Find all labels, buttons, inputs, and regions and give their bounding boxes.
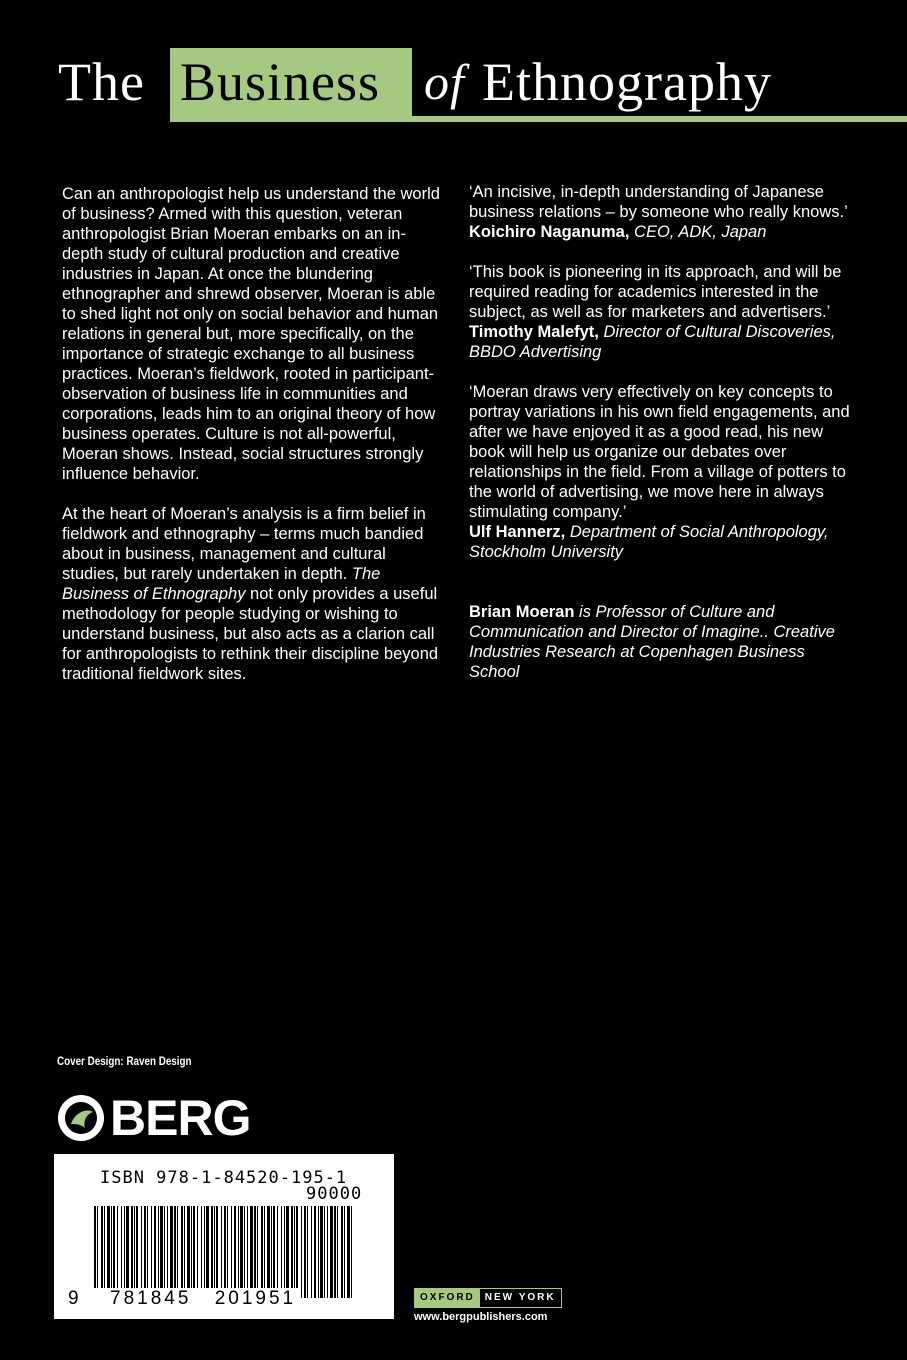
barcode-bar xyxy=(337,1206,338,1298)
publisher-url[interactable]: www.bergpublishers.com xyxy=(414,1311,548,1323)
title-underline xyxy=(412,116,907,122)
barcode-bar xyxy=(247,1206,248,1298)
barcode-bar xyxy=(281,1206,282,1298)
barcode-bar xyxy=(160,1206,163,1298)
barcode-bar xyxy=(327,1206,328,1298)
barcode-bar xyxy=(294,1206,295,1298)
barcode-bar xyxy=(216,1206,218,1298)
description-book-title: The Business of Ethnography xyxy=(62,565,381,603)
title-word-of: of xyxy=(424,54,465,110)
endorser-affiliation: Department of Social Anthropology, Stockholm University xyxy=(469,523,829,561)
barcode-bar xyxy=(170,1206,173,1298)
barcode-bar xyxy=(311,1206,312,1298)
endorser-name: Ulf Hannerz, xyxy=(469,523,566,541)
barcode-bar xyxy=(214,1206,215,1298)
barcode-bar xyxy=(94,1206,96,1298)
barcode-bar xyxy=(273,1206,275,1298)
endorser-name: Koichiro Naganuma, xyxy=(469,223,630,241)
barcode-bar xyxy=(307,1206,308,1298)
barcode-bar xyxy=(206,1206,209,1298)
barcode-bar xyxy=(304,1206,306,1298)
barcode-bar xyxy=(250,1206,253,1298)
barcode-bar xyxy=(177,1206,178,1298)
barcode-bar xyxy=(347,1206,350,1298)
barcode-bar xyxy=(254,1206,256,1298)
barcode-bar xyxy=(111,1206,112,1298)
barcode-bar xyxy=(221,1206,222,1298)
barcode-bar xyxy=(184,1206,185,1298)
barcode-bar xyxy=(320,1206,323,1298)
publisher-locations xyxy=(414,1288,562,1308)
barcode-bar xyxy=(211,1206,213,1298)
barcode-bar xyxy=(197,1206,198,1298)
barcode-bar xyxy=(291,1206,293,1298)
barcode-bar xyxy=(104,1206,105,1298)
barcode-bar xyxy=(121,1206,122,1298)
barcode-bar xyxy=(126,1206,129,1298)
barcode-bar xyxy=(240,1206,243,1298)
cover-design-credit: Cover Design: Raven Design xyxy=(57,1054,192,1068)
barcode-bar xyxy=(136,1206,138,1298)
barcode-bar xyxy=(277,1206,278,1298)
barcode-bar xyxy=(231,1206,232,1298)
barcode-bar xyxy=(286,1206,289,1298)
ean-digits xyxy=(68,1288,298,1310)
barcode-bar xyxy=(296,1206,298,1298)
location-new-york: NEW YORK xyxy=(480,1289,561,1307)
barcode-bar xyxy=(144,1206,146,1298)
endorser-affiliation: Director of Cultural Discoveries, BBDO Advertising xyxy=(469,323,836,361)
barcode-bar xyxy=(174,1206,176,1298)
barcode-bar xyxy=(224,1206,226,1298)
berg-logo-icon xyxy=(57,1094,105,1142)
title-word-the: The xyxy=(58,52,145,112)
isbn-number: ISBN 978-1-84520-195-1 xyxy=(100,1168,348,1188)
location-oxford: OXFORD xyxy=(415,1289,480,1307)
barcode-bar xyxy=(124,1206,125,1298)
publisher-logo-text: BERG xyxy=(110,1090,251,1146)
ean-group-1: 781845 xyxy=(110,1288,192,1309)
endorser-name: Timothy Malefyt, xyxy=(469,323,599,341)
author-name: Brian Moeran xyxy=(469,603,575,621)
barcode-bar xyxy=(271,1206,272,1298)
barcode-bar xyxy=(301,1206,302,1298)
barcode-bar xyxy=(193,1206,195,1298)
barcode-bar xyxy=(107,1206,110,1298)
barcode-bars xyxy=(94,1206,356,1298)
barcode-bar xyxy=(314,1206,316,1298)
description-p2-part-a: At the heart of Moeran’s analysis is a firm belief in fieldwork and ethnography – terms much bandied about in business, management and cultural studies, but rarely undertaken in depth. xyxy=(62,505,426,583)
isbn-barcode xyxy=(54,1154,394,1319)
barcode-bar xyxy=(134,1206,135,1298)
barcode-bar xyxy=(164,1206,165,1298)
barcode-bar xyxy=(201,1206,202,1298)
barcode-bar xyxy=(238,1206,239,1298)
barcode-bar xyxy=(330,1206,333,1298)
barcode-bar xyxy=(204,1206,205,1298)
barcode-bar xyxy=(344,1206,345,1298)
author-bio xyxy=(469,602,859,682)
barcode-bar xyxy=(187,1206,190,1298)
endorsement-text: ‘This book is pioneering in its approach, and will be required reading for academics interested in the subject, as well as for marketers and advertisers.’ xyxy=(469,263,842,321)
barcode-bar xyxy=(167,1206,168,1298)
price-code: 90000 xyxy=(306,1184,363,1204)
barcode-bar xyxy=(227,1206,228,1298)
description-column xyxy=(62,184,444,704)
barcode-bar xyxy=(97,1206,98,1298)
endorsement-1 xyxy=(469,182,859,242)
barcode-bar xyxy=(284,1206,285,1298)
book-title xyxy=(0,40,907,130)
endorsement-3 xyxy=(469,382,859,562)
barcode-bar xyxy=(257,1206,258,1298)
endorser-affiliation: CEO, ADK, Japan xyxy=(634,223,767,241)
barcode-bar xyxy=(158,1206,159,1298)
barcode-bar xyxy=(113,1206,115,1298)
barcode-bar xyxy=(101,1206,103,1298)
endorsement-text: ‘An incisive, in-depth understanding of Japanese business relations – by someone who really knows.’ xyxy=(469,183,848,221)
description-paragraph-2 xyxy=(62,504,444,684)
barcode-bar xyxy=(151,1206,152,1298)
barcode-bar xyxy=(351,1206,352,1298)
ean-first-digit: 9 xyxy=(68,1288,79,1309)
barcode-bar xyxy=(334,1206,336,1298)
barcode-bar xyxy=(131,1206,133,1298)
barcode-bar xyxy=(234,1206,236,1298)
barcode-bar xyxy=(244,1206,245,1298)
title-word-ethnography: Ethnography xyxy=(482,52,772,112)
ean-group-2: 201951 xyxy=(214,1288,297,1309)
barcode-bar xyxy=(117,1206,118,1298)
title-word-business: Business xyxy=(180,52,381,112)
barcode-bar xyxy=(264,1206,265,1298)
endorsement-2 xyxy=(469,262,859,362)
barcode-bar xyxy=(191,1206,192,1298)
endorsements-column xyxy=(469,182,859,702)
barcode-bar xyxy=(141,1206,142,1298)
barcode-bar xyxy=(318,1206,319,1298)
barcode-bar xyxy=(147,1206,148,1298)
barcode-bar xyxy=(261,1206,263,1298)
description-paragraph-1: Can an anthropologist help us understand the world of business? Armed with this question, veteran anthropologist Brian Moeran embarks on an in-depth study of cultural production and creative industries in Japan. At once the blundering ethnographer and shrewd observer, Moeran is able to shed light not only on social behavior and human relations in general but, more specifically, on the importance of strategic exchange to all business practices. Moeran’s fieldwork, rooted in participant-observation of business life in communities and corporations, leads him to an original theory of how business operates. Culture is not all-powerful, Moeran shows. Instead, social structures strongly influence behavior. xyxy=(62,185,440,483)
barcode-bar xyxy=(267,1206,270,1298)
barcode-bar xyxy=(181,1206,183,1298)
endorsement-text: ‘Moeran draws very effectively on key concepts to portray variations in his own field engagements, and after we have enjoyed it as a good read, his new book will help us organize our debates over relationships in the field. From a village of potters to the world of advertising, we move here in always stimulating company.’ xyxy=(469,383,850,521)
barcode-bar xyxy=(324,1206,325,1298)
barcode-bar xyxy=(341,1206,343,1298)
author-bio-text: is Professor of Culture and Communication and Director of Imagine.. Creative Industries Research at Copenhagen Business School xyxy=(469,603,835,681)
description-p2-part-b: not only provides a useful methodology for people studying or wishing to understand business, but also acts as a clarion call for anthropologists to rethink their discipline beyond traditional fieldwork sites. xyxy=(62,585,439,683)
barcode-bar xyxy=(154,1206,156,1298)
